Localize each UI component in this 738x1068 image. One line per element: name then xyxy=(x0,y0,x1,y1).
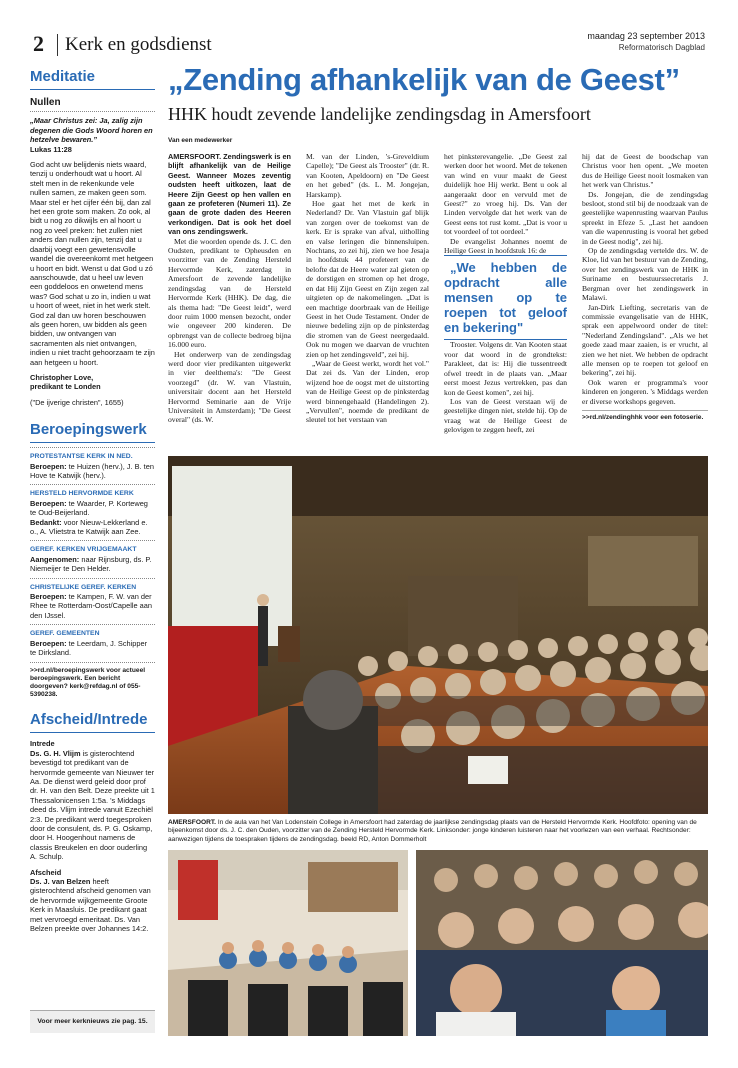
article-paragraph: Hoe gaat het met de kerk in Nederland? Dr. Van Vlastuin gaf blijk van zorgen over de toekomst van de kerk. Er is sprake van afval, uitholling en valse leringen die binnensluipen. Nochtans, zo zei hij, zien we hoe Jesaja in hoofdstuk 44 profeteert van de belofte dat de Heere water zal gieten op de dorstigen en stromen op het droge, en dat Hij Zijn Geest en Zijn zegen zal uitgieten op de nakomelingen. „Dat is een machtige doorbraak van de Heilige Geest in het Oude Testament. Onder de nieuwe bedeling zijn op de pinksterdag die stromen van de Geest neergedaald. Ook nu mogen we daarvan de vruchten zien op het zendingsveld", zei hij. xyxy=(306,199,429,359)
beroep-text: te Kampen, F. W. van der Rhee te Rotterdam-Oost/Capelle aan den IJssel. xyxy=(30,592,153,620)
photo-series-link[interactable]: >>rd.nl/zendinghhk voor een fotoserie. xyxy=(582,410,708,422)
article-paragraph: Los van de Geest verstaan wij de geestelijke dingen niet, stelde hij. Op de vraag wat de Heilige Geest de gelovigen te zeggen heeft, zei xyxy=(444,396,567,435)
beroep-label: Beroepen: xyxy=(30,592,67,602)
intrede-heading: Intrede xyxy=(30,739,55,749)
beroep-text: te Waarder, P. Korteweg te Oud-Beijerland. xyxy=(30,498,148,518)
article-lead: AMERSFOORT. Zendingswerk is en blijft afhankelijk van de Heilige Geest. Wanneer Mozes zeventig oudsten heeft uitkozen, laat de Heere Zijn Geest op hen vallen en gaan ze profeteren (Numeri 11). Ze gaan de grote daden des Heeren verkondigen. Dat is ook het doel van ons zendingswerk. xyxy=(168,152,291,237)
article-subheadline: HHK houdt zevende landelijke zendingsdag in Amersfoort xyxy=(168,104,591,124)
article-paragraph: Trooster. Volgens dr. Van Kooten staat voor dat woord in de grondtekst: Parakleet, dat is: Hij die tussentreedt ofwel treedt in de plaats van. „Maar eerst moest Jezus vertrekken, pas dan kon de Geest komen", zei hij. xyxy=(444,340,567,397)
meditatie-subtitle: Nullen xyxy=(30,97,61,108)
article-paragraph: Op de zendingsdag vertelde drs. W. de Kloe, lid van het bestuur van de Zending, over het zendingswerk van de HHK in Suriname en bestuurssecretaris J. Bergman over het zendingswerk in Malawi. xyxy=(582,246,708,303)
beroep-text: te Huizen (herv.), J. B. ten Hove te Katwijk (herv.). xyxy=(30,461,154,480)
beroep-entry xyxy=(30,462,155,481)
beroep-entry xyxy=(30,592,155,620)
column-2-paragraphs xyxy=(306,152,429,425)
article-paragraph: Het onderwerp van de zendingsdag werd door vier predikanten uitgewerkt in vier deelthema's: "De Geest voorzegd" (dr. W. van Vlastuin, universitair docent aan het Hersteld Hervormd Seminarie aan de Vrije Universiteit in Amsterdam); "De Geest overal" (ds. W. xyxy=(168,349,291,425)
divider xyxy=(30,540,155,541)
paper-name: Reformatorisch Dagblad xyxy=(618,43,705,52)
meditatie-source: ("De ijverige christen", 1655) xyxy=(30,397,124,407)
date: maandag 23 september 2013 xyxy=(587,31,705,41)
main-photo xyxy=(168,456,708,814)
meditatie-quote: „Maar Christus zei: Ja, zalig zijn degenen die Gods Woord horen en hetzelve bewaren.” xyxy=(30,116,153,145)
beroep-label: Beroepen: xyxy=(30,638,67,648)
beroep-entry xyxy=(30,499,155,518)
article-paragraph: Ook waren er programma's voor kinderen en jongeren. 's Middags werden er diverse workshops gegeven. xyxy=(582,377,708,406)
article-byline: Van een medewerker xyxy=(168,137,233,144)
article-paragraph: „Waar de Geest werkt, wordt het vol." Dat zei ds. Van der Linden, erop wijzend hoe de oogst met de uitstorting van de Heilige Geest op de pinksterdag werd binnengehaald (Handelingen 2). „Vervullen", noemde de predikant de sleutel tot het verstaan van xyxy=(306,358,429,425)
caption-credit: beeld RD, Anton Dommerholt xyxy=(338,835,427,843)
afscheid-heading-sub: Afscheid xyxy=(30,867,62,877)
date-block xyxy=(587,31,705,53)
article-paragraph: het pinksterevangelie. „De Geest zal werken door het woord. Met de tekenen van wind en vuur maakt de Geest duidelijk hoe Hij werkt. Bent u ook al aangeraakt door en vervuld met de Geest?" zo vroeg hij. Ds. Van der Linden vervolgde dat het werk van de Geest eens tot rust komt. „Dat is voor u tot voordeel of tot oordeel." xyxy=(444,152,567,237)
article-column-3 xyxy=(444,152,567,435)
column-4-paragraphs xyxy=(582,152,708,406)
beroep-label: Bedankt: xyxy=(30,517,62,527)
afscheid-name: Ds. J. van Belzen xyxy=(30,877,91,886)
caption-text: In de aula van het Van Lodenstein College in Amersfoort had zaterdag de jaarlijkse zendingsdag plaats van de Hersteld Hervormde Kerk. Hoofdfoto: opening van de bijeenkomst door ds. J. C. den Ouden, voorzitter van de Zending Hersteld Hervormde Kerk. Linksonder: jonge kinderen luisteren naar het voorlezen van een verhaal. Rechtsonder: aanwezigen tijdens de toespraken tijdens de zendingsdag. xyxy=(168,819,697,843)
children-photo-graphic xyxy=(168,850,408,1036)
photo-caption xyxy=(168,819,708,844)
intrede-text xyxy=(30,749,155,862)
article-column-4 xyxy=(582,152,708,422)
column-3-paragraphs-a xyxy=(444,152,567,255)
article-paragraph: De evangelist Johannes noemt de Heilige Geest in hoofdstuk 16: de xyxy=(444,236,567,256)
children-photo xyxy=(168,850,408,1036)
beroep-text: voor Nieuw-Lekkerland e. o., A. Vlietstra te Katwijk aan Zee. xyxy=(30,517,148,537)
beroep-text: naar Rijnsburg, ds. P. Niemeijer te Den Helder. xyxy=(30,554,152,574)
audience-photo xyxy=(416,850,708,1036)
auditorium-photo-graphic xyxy=(168,456,708,814)
beroep-entry xyxy=(30,518,155,537)
column-3-paragraphs-b xyxy=(444,340,567,434)
article-paragraph: Ds. Jongejan, die de zendingsdag besloot, stond stil bij de noodzaak van de geestelijke wapenrusting waarvan Paulus spreekt in Efeze 5. „Last het aandoen van die wapenrusting is vooral het gebed in de Geest nodig", zei hij. xyxy=(582,189,708,246)
divider xyxy=(30,484,155,485)
church-denomination: PROTESTANTSE KERK IN NED. xyxy=(30,453,133,461)
article-column-2 xyxy=(306,152,429,425)
church-denomination: GEREF. GEMEENTEN xyxy=(30,630,100,638)
beroepingswerk-footer: >>rd.nl/beroepingswerk voor actueel beroepingswerk. Een bericht doorgeven? kerk@refdag.nl of 055-5390238. xyxy=(30,666,146,699)
afscheid-text xyxy=(30,877,155,933)
meditatie-body: God acht uw belijdenis niets waard, tenzij u onderhoudt wat u hoort. Al stelt men in de rekenkunde vele nullen samen, ze maken geen som. Maar stel er het cijfer één bij, dan zal het een grote som maken. Zo ook, al bidt u nog zo dikwijls en al hoort u nog zo veel preken: het zullen niet anders dan nullen zijn, tenzij dat u daarbij voegt een gewetensvolle wandel die overeenkomt met hetgeen u hoort en bidt. Wenst u dat God u zó aanschouwde, dat u heel uw leven een goddeloos en onwetend mens was? God schat u zo in, indien u wat u hoort of weet, niet in het werk stelt. God zal dan uw horen beschouwen als geen horen, uw bidden als geen bidden, uw ontvangen van sacramenten als niet ontvangen, indien u niet tracht gehoorzaam te zijn aan hetgeen u hoort. xyxy=(30,160,155,367)
sidebar xyxy=(30,68,155,933)
divider xyxy=(30,624,155,625)
meditatie-author-role: predikant te Londen xyxy=(30,382,101,392)
page-header xyxy=(33,30,705,60)
beroep-label: Beroepen: xyxy=(30,461,67,471)
column-1-paragraphs xyxy=(168,237,291,425)
divider xyxy=(30,662,155,663)
intrede-name: Ds. G. H. Vlijm xyxy=(30,748,81,758)
afscheid-heading: Afscheid/Intrede xyxy=(30,711,155,733)
kerknieuws-footer: Voor meer kerknieuws zie pag. 15. xyxy=(30,1010,155,1033)
article-paragraph: Jan-Dirk Liefting, secretaris van de commissie evangelisatie van de HHK, sprak een appelwoord onder de titel: "Nederland Zendingsland". „Als we het goede zaad maar zaaien, is er vrucht, al zien we het niet. We hebben de opdracht alle mensen op te roepen tot geloof en bekering", zei hij. xyxy=(582,302,708,378)
article-headline: „Zending afhankelijk van de Geest” xyxy=(168,62,680,97)
church-denomination: HERSTELD HERVORMDE KERK xyxy=(30,490,134,498)
article-paragraph: hij dat de Geest de boodschap van Christus voor hen opent. „We moeten dus de Heilige Geest nooit losmaken van het werk van Christus." xyxy=(582,152,708,190)
page-number: 2 xyxy=(33,31,44,56)
section-title: Kerk en godsdienst xyxy=(57,34,212,56)
church-denomination: GEREF. KERKEN VRIJGEMAAKT xyxy=(30,546,137,554)
church-denomination: CHRISTELIJKE GEREF. KERKEN xyxy=(30,583,137,591)
meditatie-quote-ref: Lukas 11:28 xyxy=(30,144,72,154)
audience-photo-graphic xyxy=(416,850,708,1036)
article-paragraph: Met die woorden opende ds. J. C. den Oudsten, predikant te Opheusden en voorzitter van de Zending Hersteld Hervormde Kerk, zaterdag in Amersfoort de zevende landelijke zendingsdag van de Hersteld Hervormde Kerk (HHK). De dag, die als thema had: "De Geest leidt", werd door ruim 1000 mensen bezocht, onder wie ongeveer 200 kinderen. De opbrengst van de collecte bedroeg bijna 16.000 euro. xyxy=(168,236,291,350)
afscheid-body: heeft gisterochtend afscheid genomen van de hervormde wijkgemeente Groote Kerk in Maasluis. De predikant gaat met vervroegd emeritaat. Ds. Van Belzen preekte over Johannes 14:2. xyxy=(30,877,151,934)
beroep-text: te Leerdam, J. Schipper te Dirksland. xyxy=(30,638,148,658)
beroep-label: Beroepen: xyxy=(30,498,67,508)
meditatie-author: Christopher Love, xyxy=(30,372,94,382)
article-paragraph: M. van der Linden, 's-Greveldium Capelle); "De Geest als Trooster" (dr. R. van Kooten, Apeldoorn) en "De Geest en het gebed" (ds. L. M. Jongejan, Harskamp). xyxy=(306,152,429,199)
beroepingswerk-heading: Beroepingswerk xyxy=(30,421,155,443)
caption-place: AMERSFOORT. xyxy=(168,819,216,826)
meditatie-heading: Meditatie xyxy=(30,68,155,90)
intrede-body: is gisterochtend bevestigd tot predikant van de hervormde gemeente van Nieuwer ter Aa. De dienst werd geleid door prof dr. H. van den Belt. Deze preekte uit 1 Thessalonicensen 1:5a. 's Middags deed ds. Vlijm intrede vanuit Ezechiël 2:3. De predikant werd toegesproken door de consulent, ds. P. G. Oskamp, door H. Hoogenhout namens de classis Breukelen en door ouderling A. Schulp. xyxy=(30,748,155,862)
article-column-1 xyxy=(168,152,291,425)
beroep-entry xyxy=(30,639,155,658)
divider xyxy=(30,111,155,112)
divider xyxy=(30,447,155,448)
beroep-entry xyxy=(30,555,155,574)
beroepingswerk-list xyxy=(30,447,155,657)
pull-quote: „We hebben de opdracht alle mensen op te roepen tot geloof en bekering" xyxy=(444,255,567,340)
divider xyxy=(30,578,155,579)
beroep-label: Aangenomen: xyxy=(30,554,80,564)
